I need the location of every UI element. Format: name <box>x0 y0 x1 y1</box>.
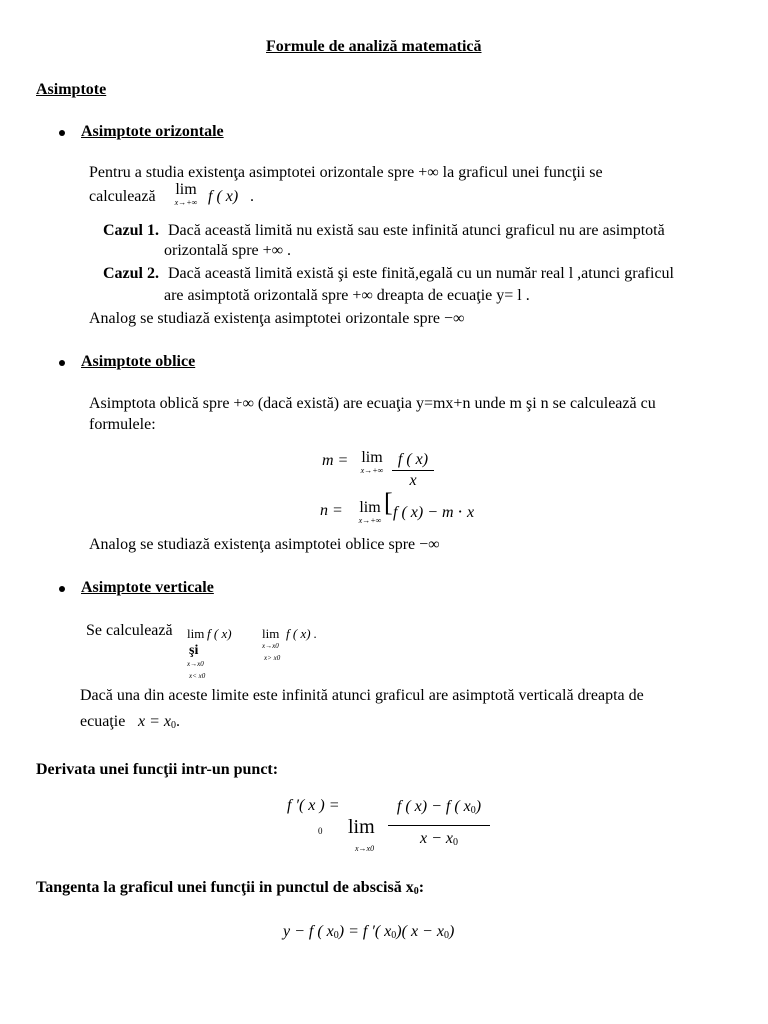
eq-part-a: y − f ( x <box>283 923 334 940</box>
lim-subscript: x→+∞ <box>358 516 382 525</box>
orizontale-text-line2: calculează <box>89 188 156 205</box>
page-title: Formule de analiză matematică <box>266 38 482 55</box>
derivata-lhs-subscript: 0 <box>318 826 323 836</box>
derivata-lim-subscript: x→x0 <box>355 844 375 853</box>
bullet-icon <box>59 586 65 592</box>
limit-notation-m <box>354 450 390 475</box>
si-word: şi <box>189 643 199 658</box>
eq-part-d: ) <box>448 923 455 940</box>
cazul2-text2: are asimptotă orizontală spre +∞ dreapta de ecuaţie y= l . <box>164 287 530 304</box>
eq-part-c: )( x − x <box>396 923 444 940</box>
bullet-icon <box>59 130 65 136</box>
eq-sub-3: 0 <box>443 930 449 941</box>
derivata-lim-word: lim <box>348 816 375 838</box>
m-numerator: f ( x) <box>397 451 429 468</box>
num-main: f ( x) − f ( x <box>396 798 471 815</box>
asimptote-orizontale-heading: Asimptote orizontale <box>81 123 224 140</box>
bullet-icon <box>59 360 65 366</box>
verticale-equation <box>138 713 180 731</box>
derivata-denominator <box>388 829 490 853</box>
n-expression: f ( x) − m ⋅ x <box>393 504 475 521</box>
derivata-numerator <box>388 797 490 821</box>
tangenta-heading-subscript: 0 <box>413 886 419 897</box>
n-equals: n = <box>320 502 343 519</box>
eq-part-b: ) = f ′( x <box>338 923 392 940</box>
tangenta-heading-end: : <box>418 879 425 896</box>
eq-sub-1: 0 <box>333 930 339 941</box>
asimptote-verticale-heading: Asimptote verticale <box>81 579 214 596</box>
tangenta-heading-text: Tangenta la graficul unei funcţii in punctul de abscisă x <box>36 879 414 896</box>
lim-left-sub1: x→x0 <box>187 660 204 668</box>
derivata-lhs: f ′( x ) = <box>287 797 340 814</box>
oblice-text-line1: Asimptota oblică spre +∞ (dacă există) are ecuaţia y=mx+n unde m şi n se calculează cu <box>89 395 656 412</box>
den-main: x − x <box>420 830 453 847</box>
oblice-analog: Analog se studiază existenţa asimptotei oblice spre −∞ <box>89 536 440 553</box>
asimptote-oblice-heading: Asimptote oblice <box>81 353 196 370</box>
eq-sub-2: 0 <box>391 930 397 941</box>
lim-right-word: lim <box>262 626 280 641</box>
num-end: ) <box>475 798 482 815</box>
lim-right-sub1: x→x0 <box>262 642 279 650</box>
n-bracket: [ <box>384 488 393 517</box>
lim-left-sub2: x< x0 <box>189 672 206 680</box>
lim-right-sub2: x> x0 <box>264 654 281 662</box>
cazul1-text: Dacă această limită nu există sau este infinită atunci graficul nu are asimptotă <box>168 222 665 239</box>
lim-word: lim <box>175 181 197 198</box>
orizontale-analog: Analog se studiază existenţa asimptotei orizontale spre −∞ <box>89 310 465 327</box>
lim-left-fx: f ( x) <box>207 626 232 641</box>
m-fraction <box>392 450 434 491</box>
eq-main: x = x <box>138 713 171 730</box>
limit-notation-n <box>352 500 388 525</box>
lim-left-word: lim <box>187 626 205 641</box>
cazul2-text: Dacă această limită există şi este finită,egală cu un număr real l ,atunci graficul <box>168 265 674 282</box>
eq-dot: . <box>176 713 180 730</box>
verticale-text-line2: ecuaţie <box>80 713 126 730</box>
verticale-text-line1: Dacă una din aceste limite este infinită atunci graficul are asimptotă verticală dreapta de <box>80 687 644 704</box>
tangenta-heading <box>36 879 424 897</box>
num-subscript: 0 <box>470 805 476 816</box>
lim-word: lim <box>359 499 381 516</box>
orizontale-text-line1: Pentru a studia existenţa asimptotei orizontale spre +∞ la graficul unei funcţii se <box>89 164 603 181</box>
fraction-bar <box>388 825 490 826</box>
derivata-fraction <box>388 797 490 853</box>
derivata-heading: Derivata unei funcţii intr-un punct: <box>36 761 279 778</box>
lim-right-fx: f ( x) . <box>286 626 318 641</box>
lim-subscript: x→+∞ <box>360 466 384 475</box>
cazul1-text2: orizontală spre +∞ . <box>164 242 292 259</box>
cazul2-label: Cazul 2. <box>103 265 159 282</box>
orizontale-fx: f ( x) <box>208 188 239 205</box>
cazul1-label: Cazul 1. <box>103 222 159 239</box>
limit-notation <box>168 182 204 207</box>
section-asimptote-heading: Asimptote <box>36 81 107 98</box>
tangenta-equation <box>283 923 454 941</box>
lim-word: lim <box>361 449 383 466</box>
eq-subscript: 0 <box>171 720 176 731</box>
oblice-text-line2: formulele: <box>89 416 156 433</box>
lim-subscript: x→+∞ <box>174 198 198 207</box>
m-equals: m = <box>322 452 349 469</box>
m-denominator: x <box>409 472 417 489</box>
orizontale-dot: . <box>250 188 254 205</box>
se-calculeaza-text: Se calculează <box>86 622 173 639</box>
den-subscript: 0 <box>453 837 458 848</box>
